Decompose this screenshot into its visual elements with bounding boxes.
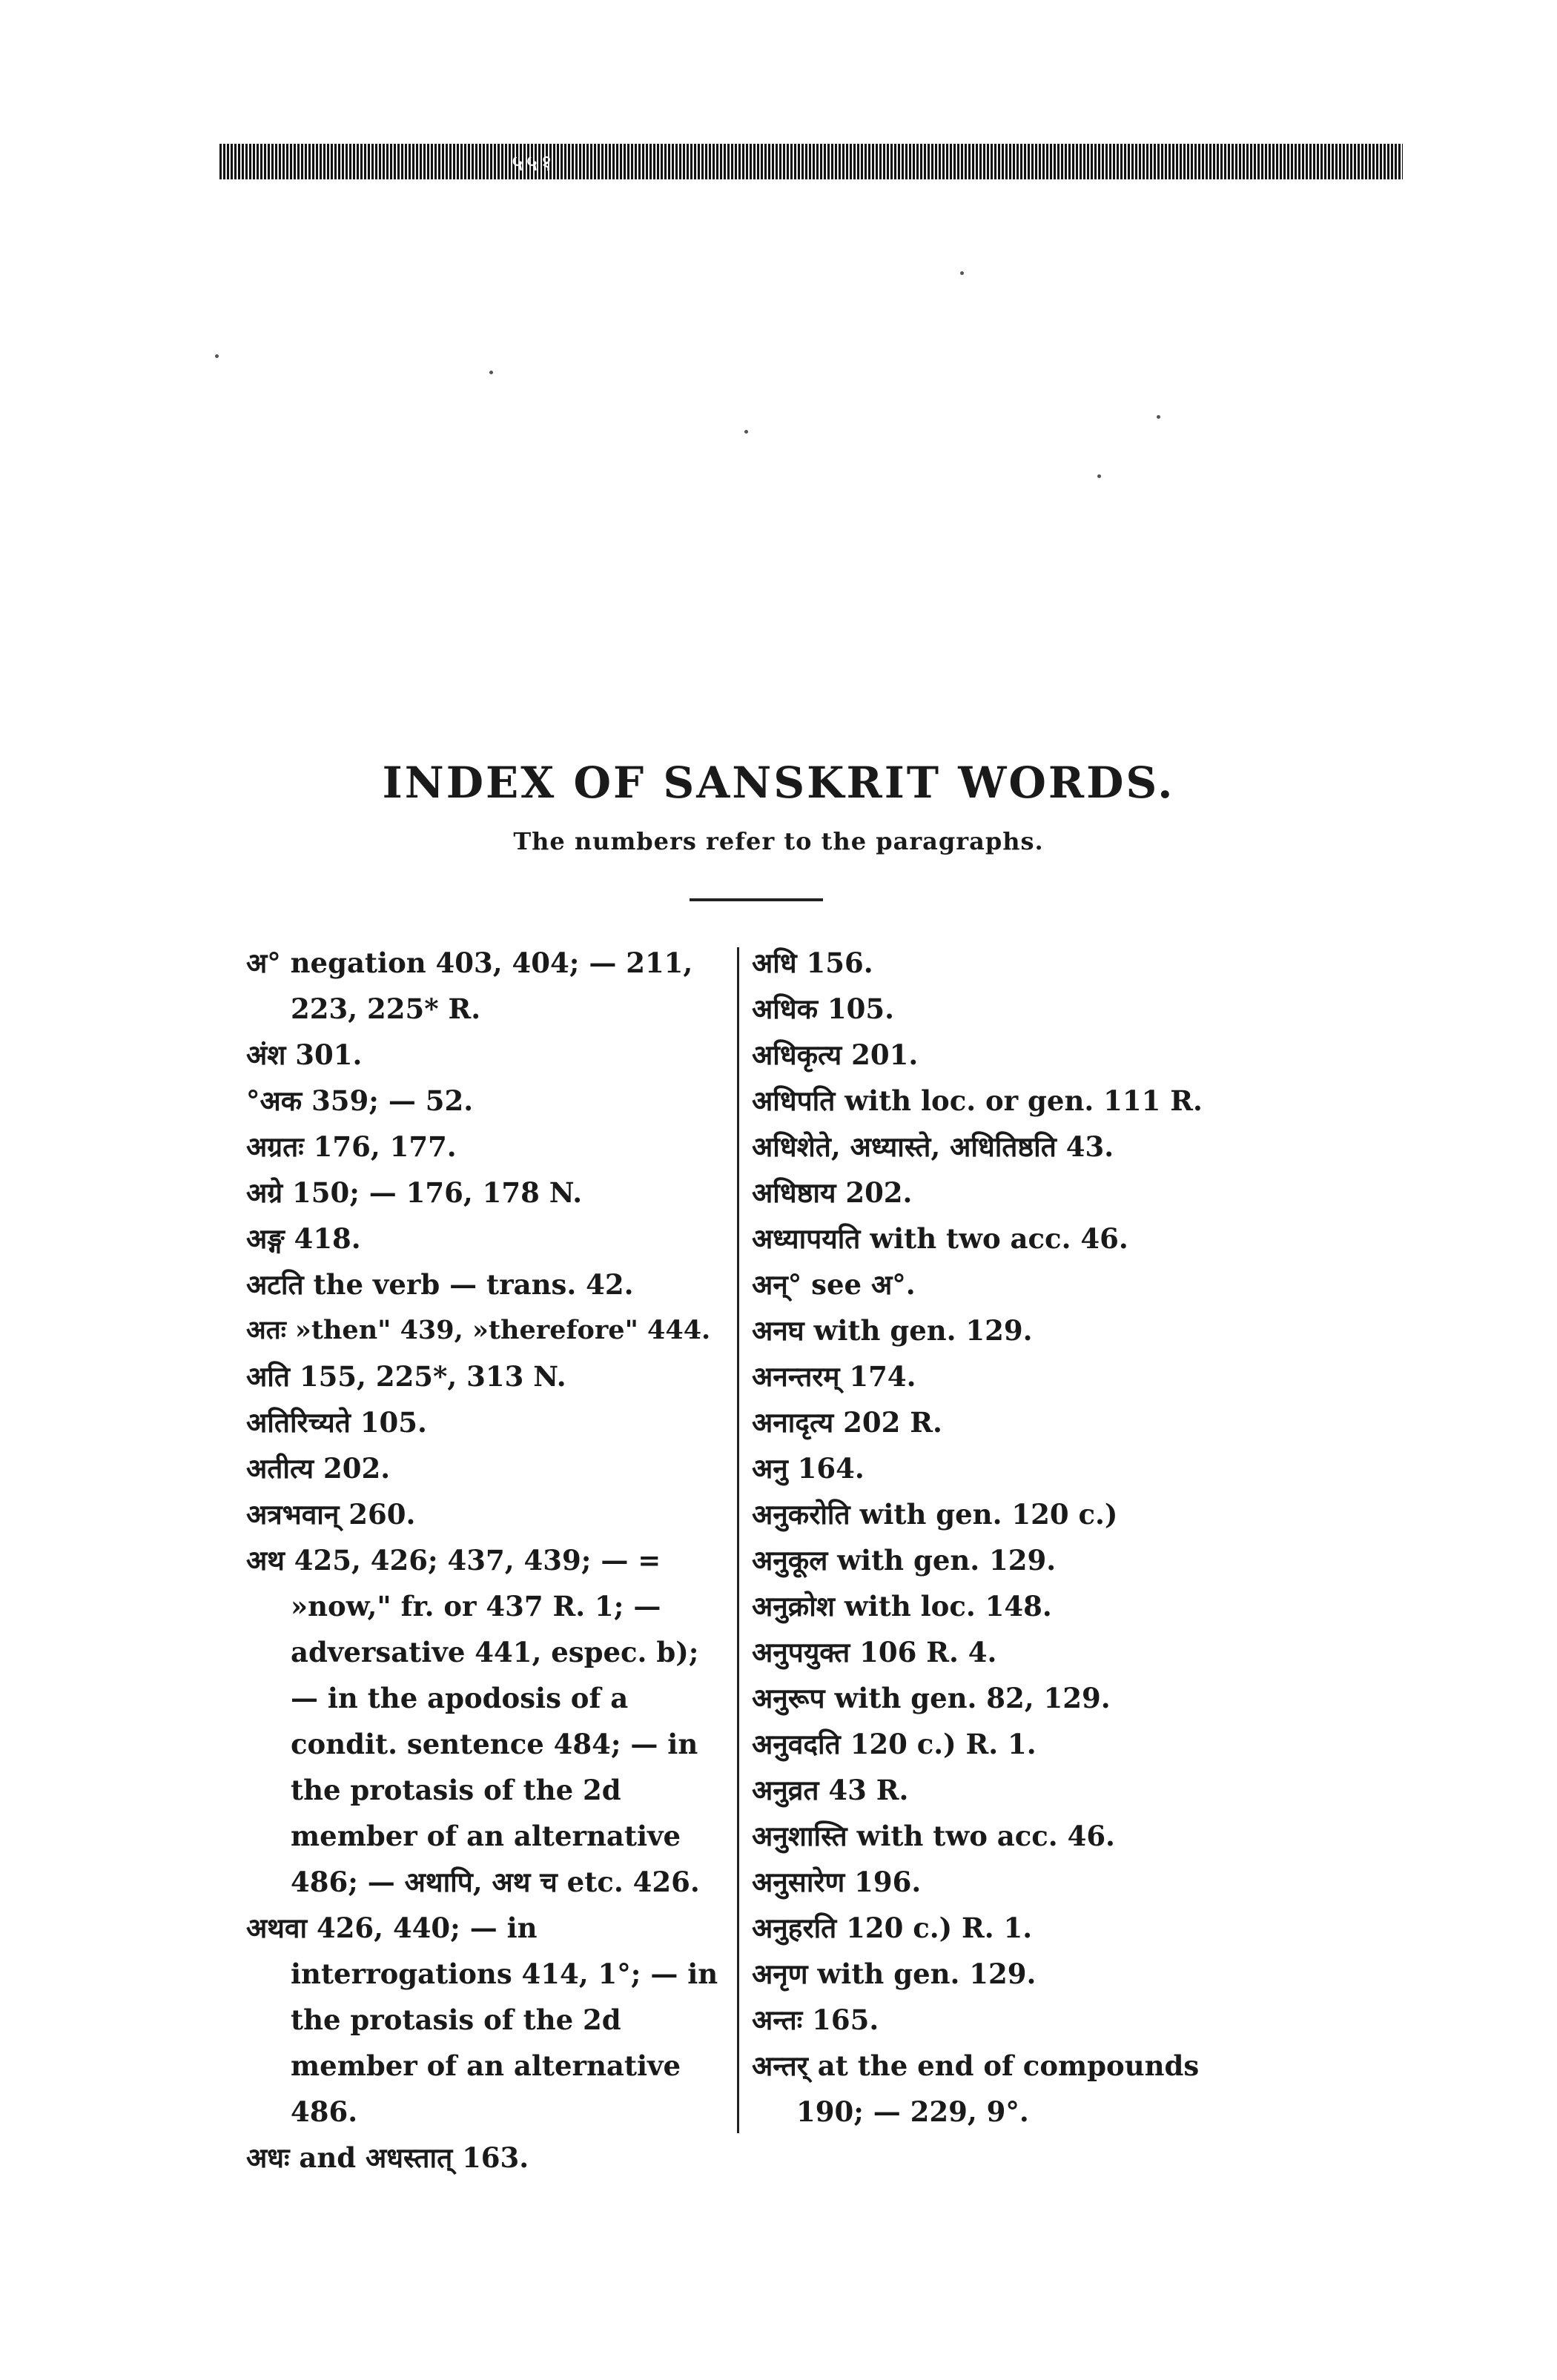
header-mark: ५५१ (512, 150, 555, 176)
speck (744, 430, 748, 434)
index-entry: अत्रभवान् 260. (246, 1498, 416, 1531)
index-entry: अतिरिच्यते 105. (246, 1406, 427, 1439)
column-divider (737, 947, 739, 2133)
speck (1097, 474, 1101, 478)
index-entry: अधि 156. (752, 947, 873, 979)
header-band (219, 144, 1403, 179)
index-entry: °अक 359; — 52. (246, 1084, 474, 1117)
index-entry: अनुपयुक्त 106 R. 4. (752, 1636, 997, 1668)
speck (1157, 415, 1160, 419)
index-entry: अति 155, 225*, 313 N. (246, 1360, 566, 1393)
index-entry: अध्यापयति with two acc. 46. (752, 1222, 1128, 1255)
index-entry: अधिपति with loc. or gen. 111 R. (752, 1084, 1203, 1117)
page-subtitle: The numbers refer to the paragraphs. (513, 827, 1044, 855)
index-entry: अतीत्य 202. (246, 1452, 391, 1485)
index-entry: अधः and अधस्तात् 163. (246, 2141, 529, 2174)
index-entry: अग्रे 150; — 176, 178 N. (246, 1176, 583, 1209)
index-entry: अनुशास्ति with two acc. 46. (752, 1820, 1115, 1852)
index-entry: अनुसारेण 196. (752, 1866, 922, 1898)
index-entry: अथवा 426, 440; — in interrogations 414, 1°; — in the protasis of the 2d member of an alternative 486. (246, 1912, 718, 2128)
index-entry: अनुवदति 120 c.) R. 1. (752, 1728, 1037, 1760)
index-entry: अनघ with gen. 129. (752, 1314, 1033, 1347)
index-entry: अन्तर् at the end of compounds 190; — 229, 9°. (752, 2049, 1200, 2128)
index-entry: अन्तः 165. (752, 2003, 879, 2036)
index-entry: अटति the verb — trans. 42. (246, 1268, 634, 1301)
index-entry: अनन्तरम् 174. (752, 1360, 916, 1393)
index-entry: अधिष्ठाय 202. (752, 1176, 913, 1209)
page-title: INDEX OF SANSKRIT WORDS. (382, 758, 1175, 808)
index-entry: अनादृत्य 202 R. (752, 1406, 942, 1439)
index-entry: अनुरूप with gen. 82, 129. (752, 1682, 1111, 1714)
left-index-column (246, 940, 728, 2181)
index-entry: अनु 164. (752, 1452, 865, 1485)
index-entry: अंश 301. (246, 1038, 363, 1071)
index-entry: अथ 425, 426; 437, 439; — = »now," fr. or 437 R. 1; — adversative 441, espec. b); — in the apodosis of a condit. sentence 484; — in the protasis of the 2d member of an alternative 486; — अथापि, अथ च etc. 426. (246, 1544, 700, 1898)
index-entry: अनुकरोति with gen. 120 c.) (752, 1498, 1118, 1531)
speck (489, 371, 493, 374)
index-entry: अ° negation 403, 404; — 211, (246, 947, 693, 979)
index-entry: अतः »then" 439, »therefore" 444. (246, 1315, 711, 1345)
index-entry: अनुकूल with gen. 129. (752, 1544, 1057, 1577)
index-entry: अनुहरति 120 c.) R. 1. (752, 1912, 1033, 1944)
index-entry: अधिकृत्य 201. (752, 1038, 919, 1071)
right-index-column (752, 940, 1271, 2135)
index-entry: 223, 225* R. (291, 992, 481, 1025)
index-entry: अग्रतः 176, 177. (246, 1130, 457, 1163)
title-rule (690, 898, 823, 901)
index-entry: अनुव्रत 43 R. (752, 1774, 909, 1806)
speck (215, 354, 219, 358)
index-entry: अङ्ग 418. (246, 1222, 361, 1255)
index-entry: अनुक्रोश with loc. 148. (752, 1590, 1052, 1622)
index-entry: अनृण with gen. 129. (752, 1958, 1037, 1990)
speck (960, 271, 964, 275)
index-entry: अधिक 105. (752, 992, 895, 1025)
index-entry: अधिशेते, अध्यास्ते, अधितिष्ठति 43. (752, 1130, 1114, 1163)
index-entry: अन्° see अ°. (752, 1268, 916, 1301)
